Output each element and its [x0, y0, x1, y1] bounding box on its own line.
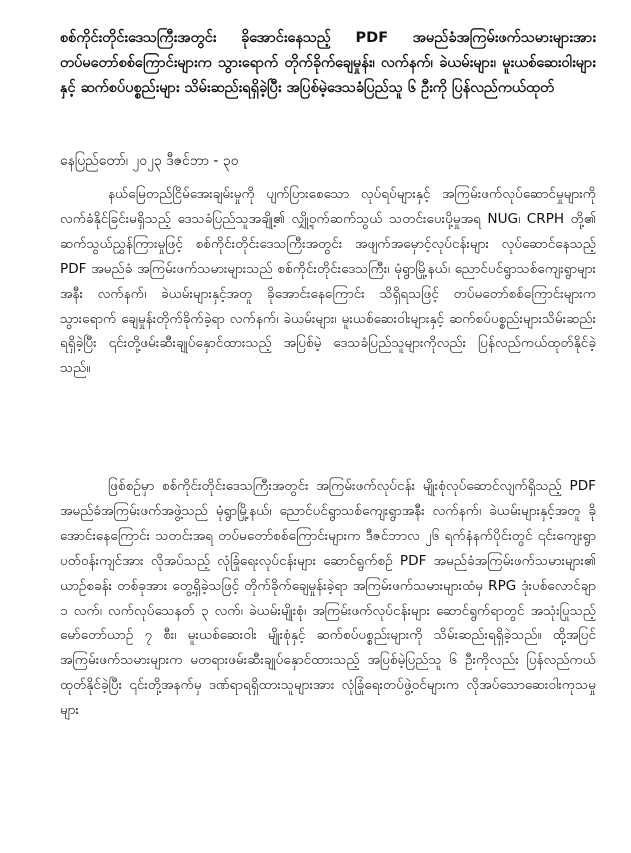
article-paragraph-2: ဖြစ်စဉ်မှာ စစ်ကိုင်းတိုင်းဒေသကြီးအတွင်း အကြမ်းဖက်လုပ်ငန်း မျိုးစုံလုပ်ဆောင်လျက်ရှိသည့် PDF အမည်ခံအကြမ်းဖက်အဖွဲ့သည် မုံရွာမြို့နယ်၊ ညောင်ပင်ရွာသစ်ကျေးရွာအနီး လက်နက်၊ ခဲယမ်းများနှင့်အတူ ခိုအောင်းနေကြောင်း သတင်းအရ တပ်မတော်စစ်ကြောင်းများက ဒီဇင်ဘာလ ၂၆ ရက်နံနက်ပိုင်းတွင် ၎င်းကျေးရွာပတ်ဝန်းကျင်အား လိုအပ်သည့် လုံခြုံရေးလုပ်ငန်းများ ဆောင်ရွက်စဉ် PDF အမည်ခံအကြမ်းဖက်သမားများ၏ ယာဉ်စခန်း တစ်ခုအား တွေ့ရှိခဲ့သဖြင့် တိုက်ခိုက်ချေမှုန်းခဲ့ရာ အကြမ်းဖက်သမားများထံမှ RPG ဒုံးပစ်လောင်ချာ ၁ လက်၊ လက်လုပ်သေနတ် ၃ လက်၊ ခဲယမ်းမျိုးစုံ၊ အကြမ်းဖက်လုပ်ငန်းများ ဆောင်ရွက်ရာတွင် အသုံးပြုသည့် မော်တော်ယာဉ် ၇ စီး၊ မူးယစ်ဆေးဝါး မျိုးစုံနှင့် ဆက်စပ်ပစ္စည်းများကို သိမ်းဆည်းရရှိခဲ့သည်။ ထို့အပြင် အကြမ်းဖက်သမားများက မတရားဖမ်းဆီးချုပ်နှောင်ထားသည့် အပြစ်မဲ့ပြည်သူ ၆ ဦးကိုလည်း ပြန်လည်ကယ်ထုတ်နိုင်ခဲ့ပြီး ၎င်းတို့အနက်မှ ဒဏ်ရာရရှိထားသူများအား လုံခြုံရေးတပ်ဖွဲ့ဝင်များက လိုအပ်သောဆေးဝါးကုသမှုများ	[60, 478, 596, 719]
article-headline: စစ်ကိုင်းတိုင်းဒေသကြီးအတွင်း ခိုအောင်းနေသည့် PDF အမည်ခံအကြမ်းဖက်သမားများအား တပ်မတော်စစ်ကြောင်းများက သွားရောက် တိုက်ခိုက်ချေမှုန်း၊ လက်နက်၊ ခဲယမ်းများ၊ မူးယစ်ဆေးဝါးများနှင့် ဆက်စပ်ပစ္စည်းများ သိမ်းဆည်းရရှိခဲ့ပြီး အပြစ်မဲ့ဒေသခံပြည်သူ ၆ ဦးကို ပြန်လည်ကယ်ထုတ်	[60, 30, 596, 96]
article-dateline: နေပြည်တော်၊ ၂၀၂၃ ဒီဇင်ဘာ - ၃၀	[60, 153, 239, 169]
article-paragraph-1: နယ်မြေတည်ငြိမ်အေးချမ်းမှုကို ပျက်ပြားစေသော လုပ်ရပ်များနှင့် အကြမ်းဖက်လုပ်ဆောင်မှုများကို လက်ခံနိုင်ခြင်းမရှိသည့် ဒေသခံပြည်သူအချို့၏ လျှို့ဝှက်ဆက်သွယ် သတင်းပေးပို့မှုအရ NUG၊ CRPH တို့၏ ဆက်သွယ်ညွှန်ကြားမှုဖြင့် စစ်ကိုင်းတိုင်းဒေသကြီးအတွင်း အဖျက်အမှောင့်လုပ်ငန်းများ လုပ်ဆောင်နေသည့် PDF အမည်ခံ အကြမ်းဖက်သမားများသည် စစ်ကိုင်းတိုင်းဒေသကြီး၊ မုံရွာမြို့နယ်၊ ညောင်ပင်ရွာသစ်ကျေးရွာများအနီး လက်နက်၊ ခဲယမ်းများနှင့်အတူ ခိုအောင်းနေကြောင်း သိရှိရသဖြင့် တပ်မတော်စစ်ကြောင်းများက သွားရောက် ချေမှုန်းတိုက်ခိုက်ခဲ့ရာ လက်နက်၊ ခဲယမ်းများ၊ မူးယစ်ဆေးဝါးများနှင့် ဆက်စပ်ပစ္စည်းများသိမ်းဆည်းရရှိခဲ့ပြီး ၎င်းတို့ဖမ်းဆီးချုပ်နှောင်ထားသည့် အပြစ်မဲ့ ဒေသခံပြည်သူများကိုလည်း ပြန်လည်ကယ်ထုတ်နိုင်ခဲ့သည်။	[60, 186, 596, 377]
